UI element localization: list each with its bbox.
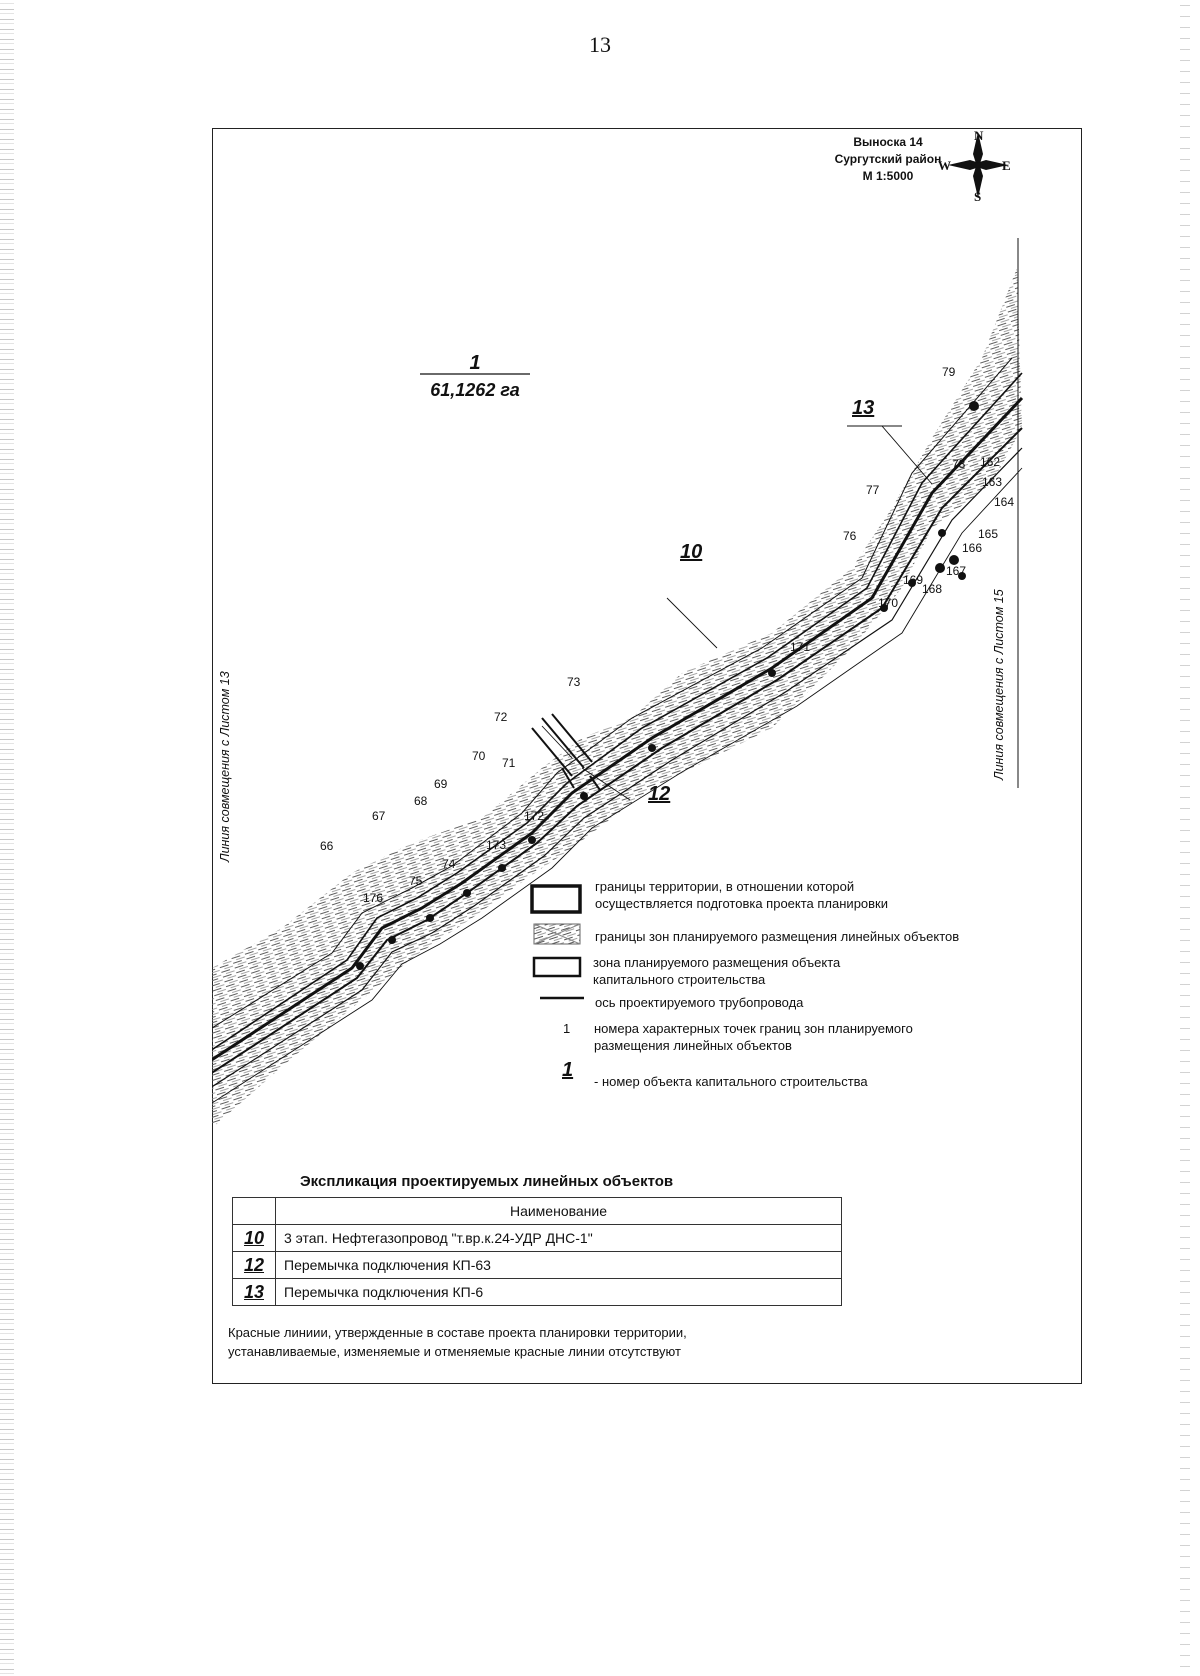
point-label: 169	[903, 573, 924, 587]
point-label: 171	[790, 640, 811, 654]
object-13-label: 13	[852, 397, 875, 419]
point-label: 166	[962, 541, 983, 555]
point-label: 73	[567, 675, 581, 689]
point-label: 167	[946, 564, 967, 578]
table-header-row	[233, 1198, 842, 1225]
point-label: 164	[994, 495, 1015, 509]
explication-table	[232, 1197, 842, 1306]
point-label: 162	[980, 455, 1001, 469]
red-lines-note	[228, 1323, 687, 1361]
compass-e-label: E	[1002, 158, 1011, 173]
object-number: 12	[233, 1252, 276, 1279]
table-row	[233, 1279, 842, 1306]
point-label: 165	[978, 527, 999, 541]
legend-point-symbol: 1	[563, 1021, 571, 1036]
callout-label: Выноска 14	[853, 135, 923, 149]
point-label: 170	[878, 596, 899, 610]
legend-zones-text: границы зон планируемого размещения линейных объектов	[595, 929, 960, 944]
point-label: 69	[434, 777, 448, 791]
object-number: 10	[233, 1225, 276, 1252]
legend-object-symbol: 1	[562, 1059, 574, 1081]
map-header	[818, 134, 958, 185]
scale-label: М 1:5000	[862, 169, 914, 183]
parcel-number: 1	[469, 352, 481, 374]
point-label: 176	[363, 891, 384, 905]
compass-n-label: N	[974, 128, 984, 143]
point-label: 67	[372, 809, 386, 823]
object-10-label: 10	[680, 541, 703, 563]
legend-axis-text: ось проектируемого трубопровода	[595, 995, 804, 1010]
point-label: 74	[442, 857, 456, 871]
point-label: 75	[409, 874, 423, 888]
point-label: 77	[866, 483, 880, 497]
point-label: 66	[320, 839, 334, 853]
note-line: Красные линиии, утвержденные в составе проекта планировки территории,	[228, 1325, 687, 1340]
table-row	[233, 1225, 842, 1252]
object-name: 3 этап. Нефтегазопровод "т.вр.к.24-УДР ДНС-1"	[276, 1225, 842, 1252]
note-line: устанавливаемые, изменяемые и отменяемые красные линии отсутствуют	[228, 1344, 681, 1359]
point-label: 71	[502, 756, 516, 770]
map-drawing	[212, 128, 1082, 1384]
object-name: Перемычка подключения КП-63	[276, 1252, 842, 1279]
scan-right-edge	[1180, 0, 1190, 1676]
legend-symbols	[532, 886, 584, 998]
legend-territory-text: границы территории, в отношении которой осуществляется подготовка проекта планировки	[595, 879, 889, 911]
point-label: 72	[494, 710, 508, 724]
point-label: 173	[486, 838, 507, 852]
legend-cap-zone-text: зона планируемого размещения объекта капитального строительства	[593, 955, 841, 987]
explication-title: Экспликация проектируемых линейных объектов	[300, 1173, 674, 1190]
point-label: 79	[942, 365, 956, 379]
match-line-left-label: Линия совмещения с Листом 13	[218, 671, 232, 862]
parcel-area: 61,1262 га	[430, 380, 520, 400]
district-label: Сургутский район	[834, 152, 942, 166]
point-label: 78	[952, 457, 966, 471]
object-name: Перемычка подключения КП-6	[276, 1279, 842, 1306]
match-line-right-label: Линия совмещения с Листом 15	[992, 589, 1006, 780]
compass-w-label: W	[938, 158, 951, 173]
point-label: 76	[843, 529, 857, 543]
legend-points-text: номера характерных точек границ зон планируемого размещения линейных объектов	[594, 1021, 913, 1053]
table-row	[233, 1252, 842, 1279]
scan-left-edge	[0, 0, 14, 1676]
object-12-label: 12	[648, 783, 671, 805]
compass-s-label: S	[974, 189, 982, 204]
point-label: 68	[414, 794, 428, 808]
page-number: 13	[589, 32, 611, 57]
point-label: 70	[472, 749, 486, 763]
object-number: 13	[233, 1279, 276, 1306]
point-label: 163	[982, 475, 1003, 489]
point-label: 172	[524, 809, 545, 823]
legend-object-text: - номер объекта капитального строительства	[594, 1074, 868, 1089]
column-header: Наименование	[276, 1198, 842, 1225]
point-label: 168	[922, 582, 943, 596]
